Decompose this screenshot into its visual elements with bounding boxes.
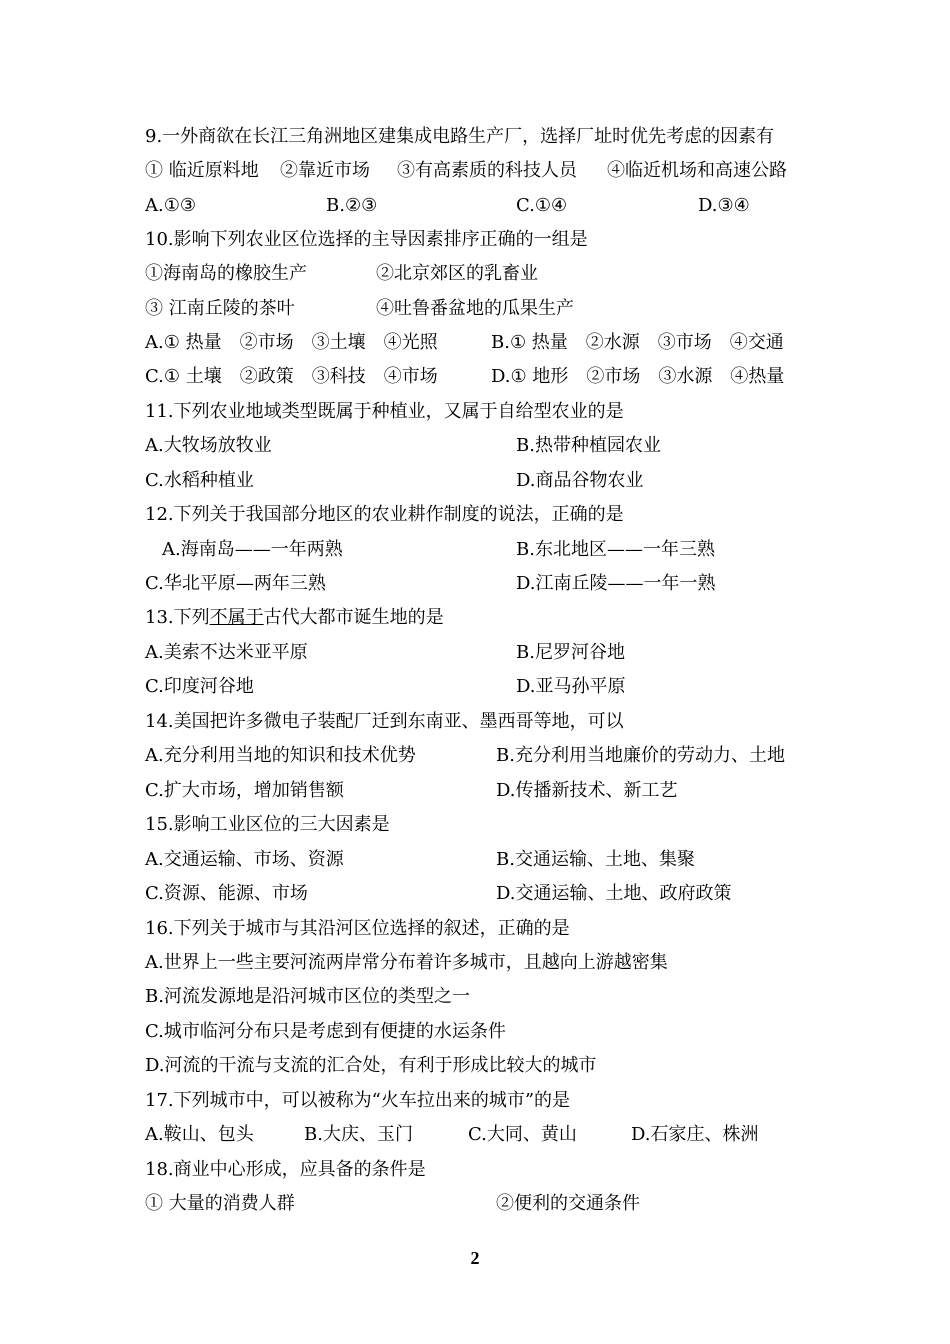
question-13-options-row-2: [145, 672, 805, 702]
question-12-option-a: A.海南岛——一年两熟: [162, 539, 343, 560]
question-14-options-row-2: [145, 776, 805, 806]
question-10-option-b: B.① 热量 ②水源 ③市场 ④交通: [491, 332, 784, 353]
question-16-stem: 16.下列关于城市与其沿河区位选择的叙述，正确的是: [145, 918, 570, 939]
question-11-options-row-1: [145, 431, 805, 461]
question-9-option-b: B.②③: [326, 195, 378, 216]
question-15-stem: 15.影响工业区位的三大因素是: [145, 814, 390, 835]
question-9-options: [145, 191, 805, 221]
question-16-option-b: B.河流发源地是沿河城市区位的类型之一: [145, 986, 470, 1007]
question-13-stem-end: 古代大都市诞生地的是: [263, 607, 444, 628]
question-11-option-a: A.大牧场放牧业: [145, 435, 272, 456]
question-17-option-a: A.鞍山、包头: [145, 1124, 254, 1145]
question-15-option-d: D.交通运输、土地、政府政策: [496, 883, 732, 904]
question-10-options-row-1: [145, 328, 805, 358]
question-12-stem: 12.下列关于我国部分地区的农业耕作制度的说法，正确的是: [145, 504, 624, 525]
question-17-option-d: D.石家庄、株洲: [631, 1124, 759, 1145]
question-18-item-2: ②便利的交通条件: [496, 1193, 640, 1214]
question-13-option-a: A.美索不达米亚平原: [145, 642, 308, 663]
question-15-options-row-1: [145, 845, 805, 875]
question-10-option-c: C.① 土壤 ②政策 ③科技 ④市场: [145, 366, 438, 387]
question-11-stem: 11.下列农业地域类型既属于种植业，又属于自给型农业的是: [145, 401, 624, 422]
question-17-option-b: B.大庆、玉门: [304, 1124, 413, 1145]
question-14-option-c: C.扩大市场，增加销售额: [145, 780, 344, 801]
question-16-option-d: D.河流的干流与支流的汇合处，有利于形成比较大的城市: [145, 1055, 597, 1076]
question-13-stem-start: 13.下列: [145, 607, 210, 628]
question-14-options-row-1: [145, 741, 805, 771]
question-10-option-d: D.① 地形 ②市场 ③水源 ④热量: [491, 366, 785, 387]
question-16-option-c: C.城市临河分布只是考虑到有便捷的水运条件: [145, 1021, 506, 1042]
question-9-factor-3: ③有高素质的科技人员: [397, 160, 577, 181]
question-15-option-c: C.资源、能源、市场: [145, 883, 308, 904]
question-10-item-2: ②北京郊区的乳畜业: [376, 263, 538, 284]
question-13-option-b: B.尼罗河谷地: [516, 642, 625, 663]
question-15-option-a: A.交通运输、市场、资源: [145, 849, 344, 870]
question-17-options: [145, 1120, 805, 1150]
question-11-option-d: D.商品谷物农业: [516, 470, 644, 491]
question-9-factor-1: ① 临近原料地: [145, 160, 259, 181]
question-10-options-row-2: [145, 362, 805, 392]
question-12-options-row-1: [145, 535, 805, 565]
question-10-items-row-1: [145, 259, 805, 289]
question-11-option-c: C.水稻种植业: [145, 470, 254, 491]
question-17-option-c: C.大同、黄山: [468, 1124, 577, 1145]
question-15-option-b: B.交通运输、土地、集聚: [496, 849, 695, 870]
question-9-factors: [145, 156, 805, 186]
question-18-items: [145, 1189, 805, 1219]
question-13-option-d: D.亚马孙平原: [516, 676, 626, 697]
question-10-stem: 10.影响下列农业区位选择的主导因素排序正确的一组是: [145, 229, 588, 250]
question-14-option-d: D.传播新技术、新工艺: [496, 780, 678, 801]
question-9-factor-4: ④临近机场和高速公路: [607, 160, 787, 181]
question-11-option-b: B.热带种植园农业: [516, 435, 661, 456]
question-12-option-b: B.东北地区——一年三熟: [516, 539, 715, 560]
question-14-option-b: B.充分利用当地廉价的劳动力、土地: [496, 745, 785, 766]
question-14-stem: 14.美国把许多微电子装配厂迁到东南亚、墨西哥等地，可以: [145, 711, 624, 732]
question-12-option-d: D.江南丘陵——一年一熟: [516, 573, 716, 594]
question-12-options-row-2: [145, 569, 805, 599]
question-15-options-row-2: [145, 879, 805, 909]
question-12-option-c: C.华北平原—两年三熟: [145, 573, 326, 594]
question-13-stem-underlined: 不属于: [209, 607, 264, 628]
question-9-factor-2: ②靠近市场: [280, 160, 370, 181]
question-13-options-row-1: [145, 638, 805, 668]
question-10-item-1: ①海南岛的橡胶生产: [145, 263, 307, 284]
question-9-option-a: A.①③: [145, 195, 196, 216]
question-13-stem: [145, 603, 444, 633]
question-16-option-a: A.世界上一些主要河流两岸常分布着许多城市，且越向上游越密集: [145, 952, 668, 973]
page-number: 2: [470, 1248, 480, 1268]
question-13-option-c: C.印度河谷地: [145, 676, 254, 697]
question-14-option-a: A.充分利用当地的知识和技术优势: [145, 745, 416, 766]
question-10-option-a: A.① 热量 ②市场 ③土壤 ④光照: [145, 332, 438, 353]
question-18-stem: 18.商业中心形成，应具备的条件是: [145, 1159, 426, 1180]
question-10-item-4: ④吐鲁番盆地的瓜果生产: [376, 298, 574, 319]
question-9-option-c: C.①④: [516, 195, 568, 216]
question-10-item-3: ③ 江南丘陵的茶叶: [145, 298, 295, 319]
question-9-stem: 9.一外商欲在长江三角洲地区建集成电路生产厂，选择厂址时优先考虑的因素有: [145, 126, 775, 147]
question-18-item-1: ① 大量的消费人群: [145, 1193, 295, 1214]
question-11-options-row-2: [145, 466, 805, 496]
question-10-items-row-2: [145, 294, 805, 324]
question-9-option-d: D.③④: [698, 195, 750, 216]
question-17-stem: 17.下列城市中，可以被称为“火车拉出来的城市”的是: [145, 1090, 571, 1111]
